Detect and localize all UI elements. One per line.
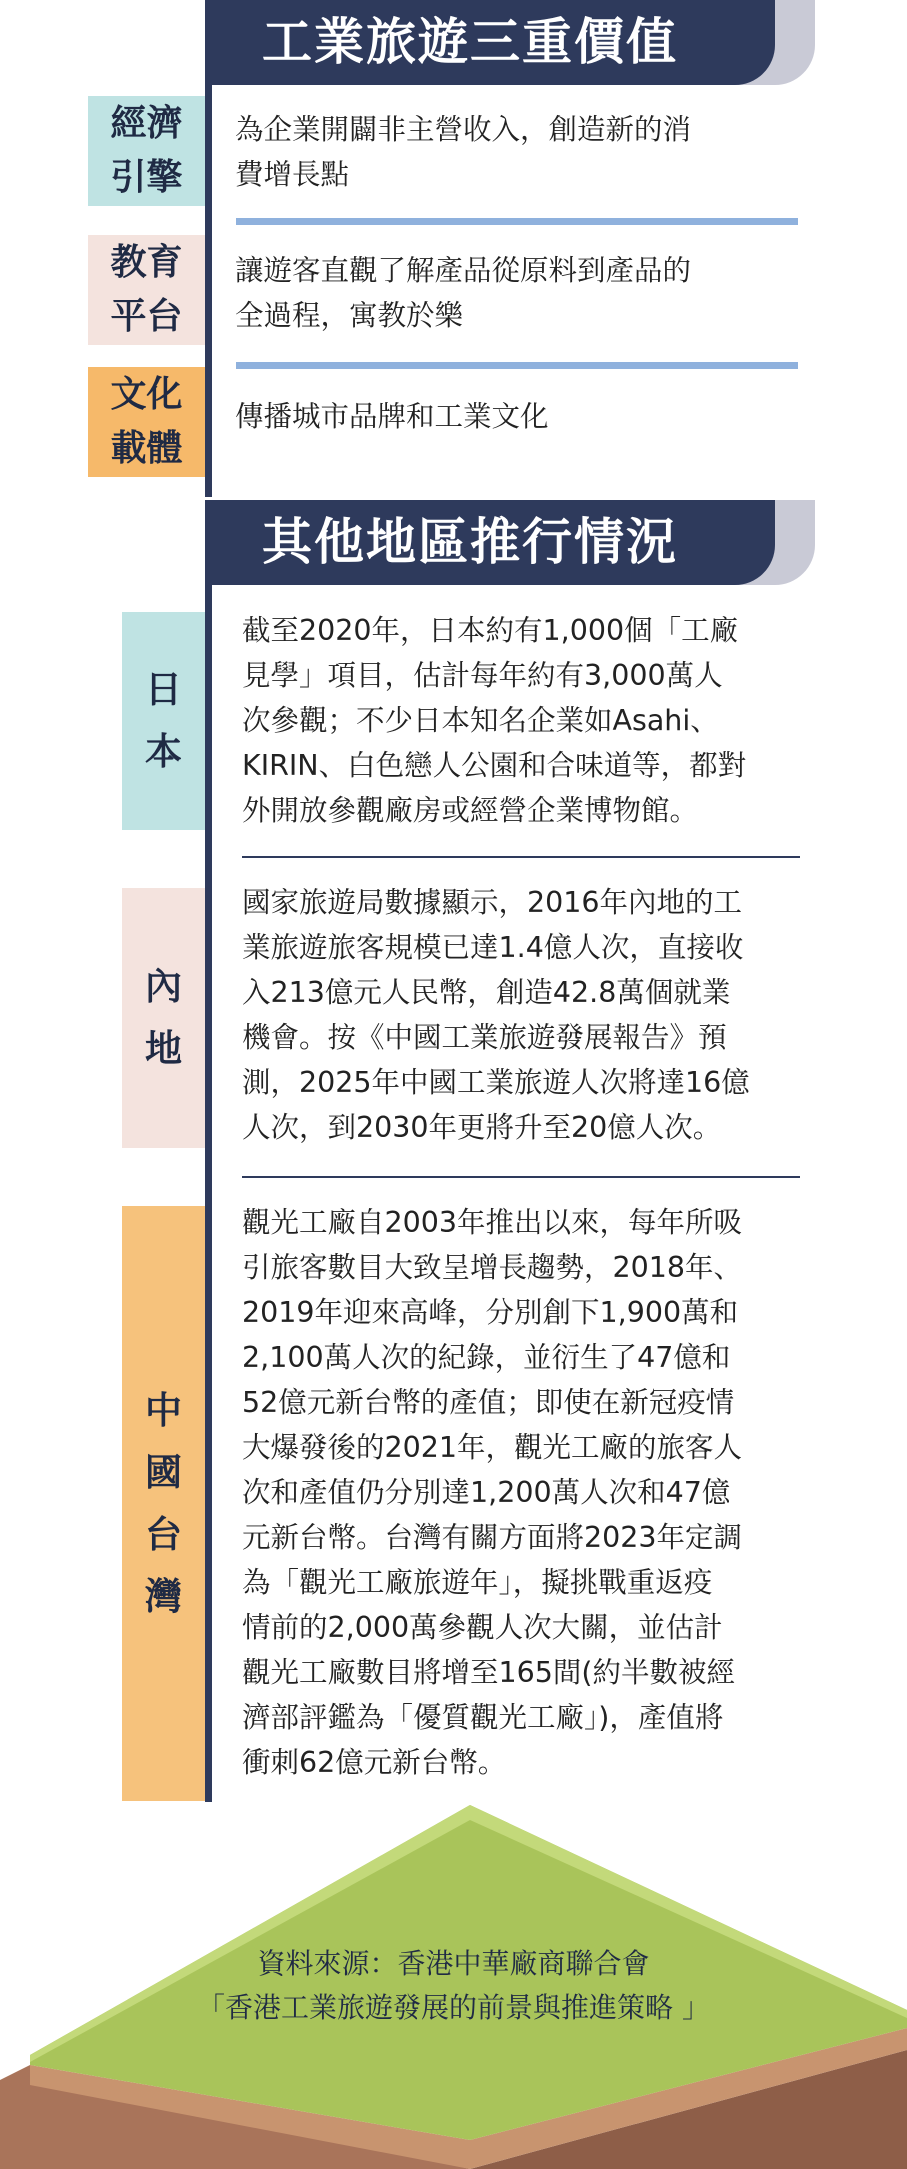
text-economic-engine: 為企業開闢非主營收入，創造新的消 費增長點 xyxy=(235,113,692,191)
section2-vertical-line xyxy=(205,500,212,1802)
text-culture-carrier: 傳播城市品牌和工業文化 xyxy=(235,400,549,433)
section1-title: 工業旅遊三重價值 xyxy=(262,13,678,71)
text-mainland: 國家旅遊局數據顯示，2016年內地的工 業旅遊旅客規模已達1.4億人次，直接收 入213億元人民幣，創造42.8萬個就業 機會。按《中國工業旅遊發展報告》預 測，2025年中國工業旅遊人次將達16億 人次，到2030年更將升至20億人次。 xyxy=(242,886,750,1144)
label-japan xyxy=(122,612,205,830)
source-citation: 資料來源：香港中華廠商聯合會 「香港工業旅遊發展的前景與推進策略 」 xyxy=(197,1947,710,2024)
label-culture-carrier: 文化 載體 xyxy=(88,367,205,477)
section2-title: 其他地區推行情況 xyxy=(262,513,678,571)
separator-1 xyxy=(236,218,798,225)
label-economic-engine: 經濟 引擎 xyxy=(88,96,205,206)
label-mainland xyxy=(122,888,205,1148)
text-education-platform: 讓遊客直觀了解產品從原料到產品的 全過程，寓教於樂 xyxy=(235,254,692,332)
label-taiwan xyxy=(122,1206,205,1801)
label-japan-text: 日本 xyxy=(145,668,182,773)
label-education-platform: 教育 平台 xyxy=(88,235,205,345)
label-mainland-text: 內地 xyxy=(145,965,182,1070)
separator-4 xyxy=(242,1176,800,1178)
separator-3 xyxy=(242,856,800,858)
label-taiwan-text: 中國台灣 xyxy=(145,1388,182,1618)
separator-2 xyxy=(236,362,798,369)
text-japan: 截至2020年，日本約有1,000個「工廠 見學」項目，估計每年約有3,000萬人 次參觀；不少日本知名企業如Asahi、 KIRIN、白色戀人公園和合味道等，都對 外開放參觀廠房或經營企業博物館。 xyxy=(242,614,747,827)
section2-banner xyxy=(205,500,775,585)
section1-banner xyxy=(205,0,775,85)
text-taiwan: 觀光工廠自2003年推出以來，每年所吸 引旅客數目大致呈增長趨勢，2018年、 2019年迎來高峰，分別創下1,900萬和 2,100萬人次的紀錄，並衍生了47億和 52億元新台幣的產值；即使在新冠疫情 大爆發後的2021年，觀光工廠的旅客人 次和產值仍分別達1,200萬人次和47億 元新台幣。台灣有關方面將2023年定調 為「觀光工廠旅遊年」，擬挑戰重返疫 情前的2,000萬參觀人次大關，並估計 觀光工廠數目將增至165間(約半數被經 濟部評鑑為「優質觀光工廠」)，產值將 衝刺62億元新台幣。 xyxy=(242,1206,743,1779)
